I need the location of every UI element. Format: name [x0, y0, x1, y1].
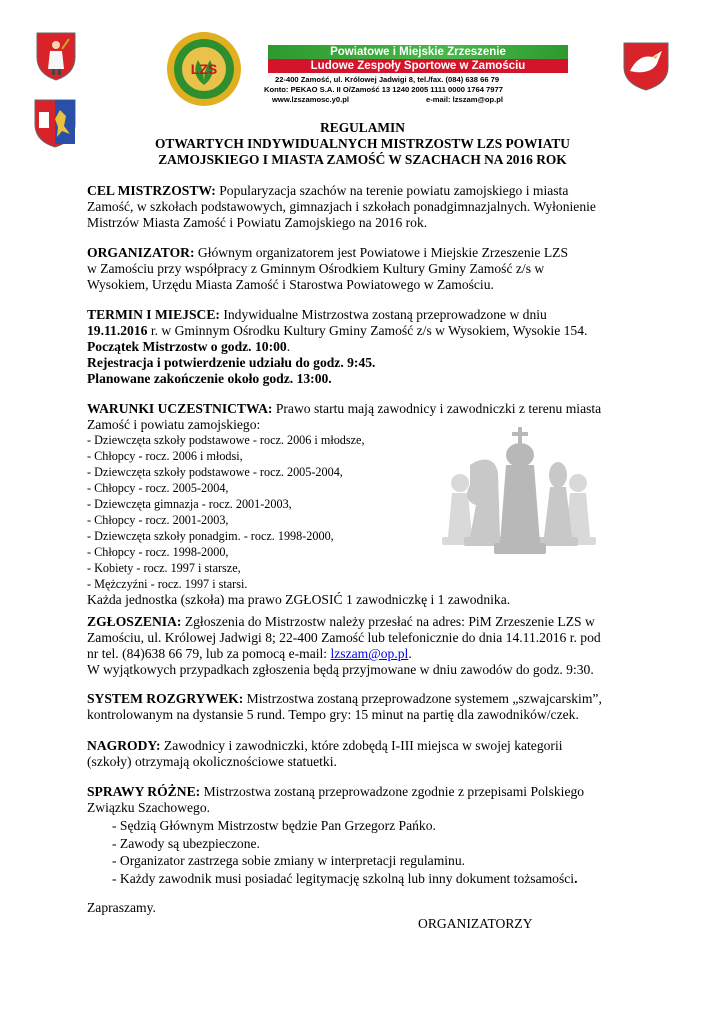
category-item: - Kobiety - rocz. 1997 i starsze,: [87, 561, 241, 575]
system-text: Mistrzostwa zostaną przeprowadzone systemem „szwajcarskim”,: [243, 691, 602, 706]
org-address: 22-400 Zamość, ul. Królowej Jadwigi 8, tel./fax. (084) 638 66 79: [275, 75, 500, 84]
category-item: - Dziewczęta szkoły ponadgim. - rocz. 1998-2000,: [87, 529, 334, 543]
nagrody-line-1: [87, 738, 563, 754]
warunki-line-2: Zamość i powiatu zamojskiego:: [87, 417, 261, 432]
termin-line-3: [87, 339, 290, 355]
category-item: - Dziewczęta szkoły podstawowe - rocz. 2005-2004,: [87, 465, 343, 479]
org-name-line1: Powiatowe i Miejskie Zrzeszenie: [268, 45, 568, 59]
sprawy-item: - Sędzią Głównym Mistrzostw będzie Pan Grzegorz Pańko.: [112, 818, 436, 833]
org-email: e-mail: lzszam@op.pl: [426, 95, 504, 104]
termin-line-1: [87, 307, 547, 323]
cel-heading: CEL MISTRZOSTW:: [87, 183, 216, 198]
org-name-line2: Ludowe Zespoły Sportowe w Zamościu: [268, 59, 568, 73]
category-item: - Mężczyźni - rocz. 1997 i starsi.: [87, 577, 248, 591]
system-line-2: kontrolowanym na dystansie 5 rund. Tempo gry: 15 minut na partię dla zawodników/czek.: [87, 707, 579, 722]
nagrody-text: Zawodnicy i zawodniczki, które zdobędą I-III miejsca w swojej kategorii: [160, 738, 563, 753]
termin-date: 19.11.2016: [87, 323, 148, 338]
org-website: www.lzszamosc.y0.pl: [272, 95, 349, 104]
organizator-text: Głównym organizatorem jest Powiatowe i Miejskie Zrzeszenie LZS: [194, 245, 568, 260]
category-item: - Chłopcy - rocz. 2001-2003,: [87, 513, 229, 527]
organizator-line-3: Wysokiem, Urzędu Miasta Zamość i Starostwa Powiatowego w Zamościu.: [87, 277, 494, 292]
powiat-crest: [622, 41, 670, 91]
zgloszenia-contact: nr tel. (84)638 66 79, lub za pomocą e-mail:: [87, 646, 331, 661]
zgloszenia-heading: ZGŁOSZENIA:: [87, 614, 182, 629]
cel-line-3: Mistrzów Miasta Zamość i Powiatu Zamojskiego na 2016 rok.: [87, 215, 428, 230]
zgloszenia-line-2: Zamościu, ul. Królowej Jadwigi 8; 22-400 Zamość lub telefonicznie do dnia 14.11.2016 r. pod: [87, 630, 601, 645]
signature: ORGANIZATORZY: [418, 916, 533, 931]
cel-line-2: Zamość, w szkołach podstawowych, gimnazjach i szkołach ponadgimnazjalnych. Wyłonienie: [87, 199, 596, 214]
email-link[interactable]: lzszam@op.pl: [330, 646, 409, 661]
nagrody-line-2: (szkoły) otrzymają okolicznościowe statuetki.: [87, 754, 337, 769]
category-item: - Dziewczęta gimnazja - rocz. 2001-2003,: [87, 497, 292, 511]
chess-pieces-image: [434, 425, 610, 557]
sprawy-line-2: Związku Szachowego.: [87, 800, 211, 815]
category-item: - Chłopcy - rocz. 2005-2004,: [87, 481, 229, 495]
system-heading: SYSTEM ROZGRYWEK:: [87, 691, 244, 706]
sprawy-item: - Organizator zastrzega sobie zmiany w interpretacji regulaminu.: [112, 853, 466, 868]
doc-title: REGULAMIN: [320, 120, 405, 135]
sprawy-item-text: - Każdy zawodnik musi posiadać legitymację szkolną lub inny dokument tożsamości: [112, 871, 575, 886]
warunki-closing: Każda jednostka (szkoła) ma prawo ZGŁOSIĆ 1 zawodniczkę i 1 zawodnika.: [87, 592, 511, 607]
sprawy-line-1: [87, 784, 584, 800]
category-item: - Chłopcy - rocz. 1998-2000,: [87, 545, 229, 559]
doc-subtitle-1: OTWARTYCH INDYWIDUALNYCH MISTRZOSTW LZS POWIATU: [155, 136, 570, 151]
organizator-heading: ORGANIZATOR:: [87, 245, 195, 260]
zgloszenia-line-4: W wyjątkowych przypadkach zgłoszenia będą przyjmowane w dniu zawodów do godz. 9:30.: [87, 662, 594, 677]
sprawy-item-end: .: [574, 871, 578, 886]
termin-place: r. w Gminnym Ośrodku Kultury Gminy Zamość z/s w Wysokiem, Wysokie 154.: [147, 323, 588, 338]
invitation: Zapraszamy.: [87, 900, 156, 915]
organizator-line-2: w Zamościu przy współpracy z Gminnym Ośrodkiem Kultury Gminy Zamość z/s w: [87, 261, 545, 276]
system-line-1: [87, 691, 602, 707]
nagrody-heading: NAGRODY:: [87, 738, 161, 753]
cel-line-1: [87, 183, 568, 199]
category-item: - Dziewczęta szkoły podstawowe - rocz. 2006 i młodsze,: [87, 433, 365, 447]
termin-text: Indywidualne Mistrzostwa zostaną przeprowadzone w dniu: [219, 307, 547, 322]
lzs-logo: [165, 30, 243, 108]
org-bank-account: Konto: PEKAO S.A. II O/Zamość 13 1240 2005 1111 0000 1764 7977: [264, 85, 503, 94]
warunki-line-1: [87, 401, 601, 417]
termin-registration: Rejestracja i potwierdzenie udziału do godz. 9:45.: [87, 355, 376, 370]
termin-heading: TERMIN I MIEJSCE:: [87, 307, 220, 322]
sprawy-item-last: [112, 871, 577, 887]
cel-text: Popularyzacja szachów na terenie powiatu zamojskiego i miasta: [215, 183, 569, 198]
warunki-text: Prawo startu mają zawodnicy i zawodniczki z terenu miasta: [272, 401, 602, 416]
zgloszenia-line-1: [87, 614, 595, 630]
lzs-logo-letters: LZS: [190, 61, 218, 77]
termin-start-end: .: [286, 339, 291, 354]
zgloszenia-text: Zgłoszenia do Mistrzostw należy przesłać na adres: PiM Zrzeszenie LZS w: [181, 614, 595, 629]
sprawy-item: - Zawody są ubezpieczone.: [112, 836, 260, 851]
sprawy-heading: SPRAWY RÓŻNE:: [87, 784, 201, 799]
termin-start: Początek Mistrzostw o godz. 10:00: [87, 339, 287, 354]
warunki-heading: WARUNKI UCZESTNICTWA:: [87, 401, 273, 416]
zamosc-city-crest: [35, 31, 77, 81]
zgloszenia-contact-end: .: [408, 646, 412, 661]
organizator-line-1: [87, 245, 568, 261]
termin-end: Planowane zakończenie około godz. 13:00.: [87, 371, 332, 386]
zgloszenia-line-3: [87, 646, 412, 662]
category-item: - Chłopcy - rocz. 2006 i młodsi,: [87, 449, 243, 463]
sprawy-text: Mistrzostwa zostaną przeprowadzone zgodnie z przepisami Polskiego: [200, 784, 585, 799]
termin-line-2: [87, 323, 587, 339]
doc-subtitle-2: ZAMOJSKIEGO I MIASTA ZAMOŚĆ W SZACHACH NA 2016 ROK: [158, 152, 567, 167]
